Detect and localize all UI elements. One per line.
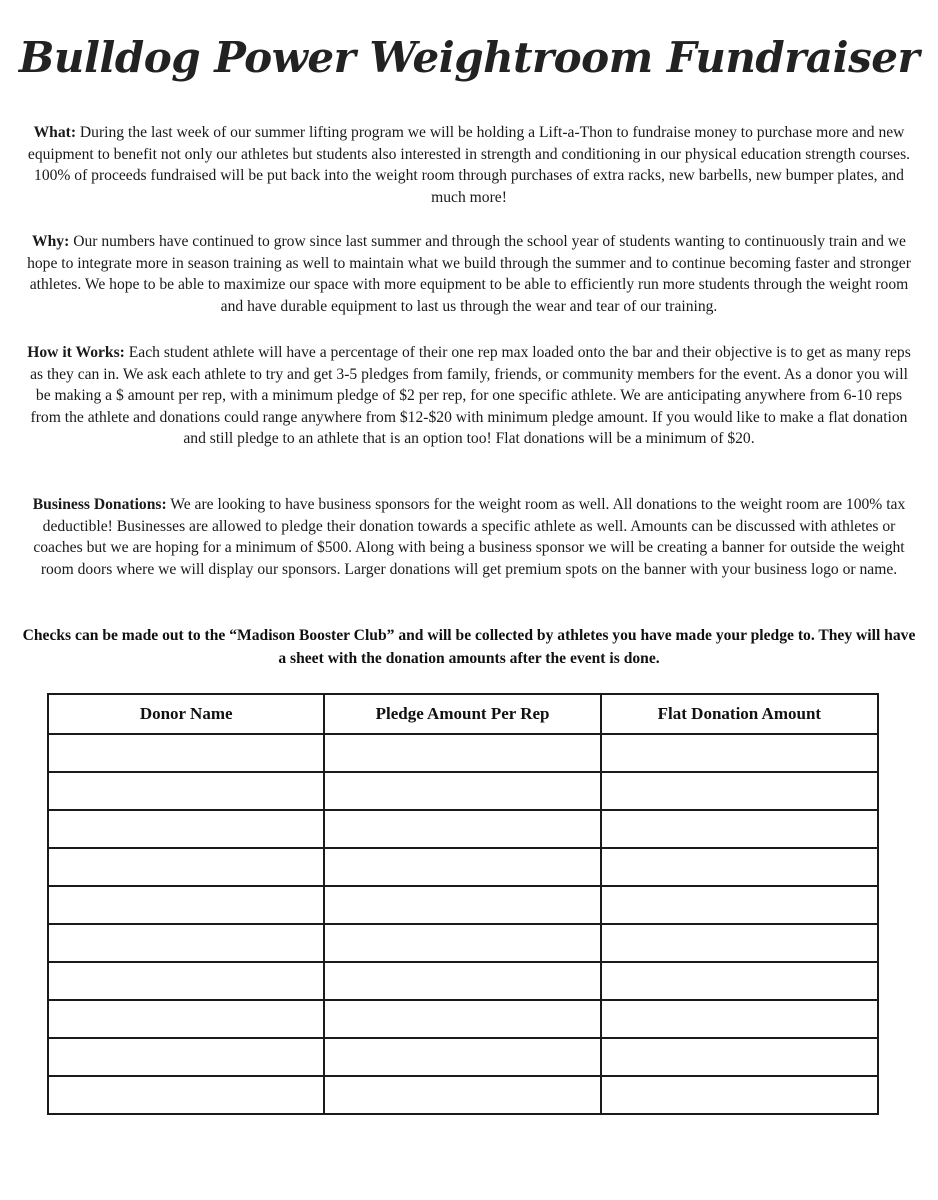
pledge-amount-cell[interactable] xyxy=(324,810,600,848)
section-how-it-works-text: Each student athlete will have a percentage of their one rep max loaded onto the bar and their objective is to get as many reps as they can in. We ask each athlete to try and get 3-5 pledges from family, friends, or community members for the event. As a donor you will be making a $ amount per rep, with a minimum pledge of $2 per rep, for one specific athlete. We are anticipating anywhere from 6-10 reps from the athlete and donations could range anywhere from $12-$20 with minimum pledge amount. If you would like to make a flat donation and still pledge to an athlete that is an option too! Flat donations will be a minimum of $20. xyxy=(30,344,911,448)
table-row xyxy=(48,1038,878,1076)
donor-name-cell[interactable] xyxy=(48,810,324,848)
table-row xyxy=(48,810,878,848)
section-why-text: Our numbers have continued to grow since last summer and through the school year of students wanting to continuously train and we hope to integrate more in season training as well to maintain what we build through the summer and to continue becoming faster and stronger athletes. We hope to be able to maximize our space with more equipment to be able to efficiently run more students through the weight room and have durable equipment to last us through the wear and tear of our training. xyxy=(27,233,911,315)
pledge-amount-cell[interactable] xyxy=(324,962,600,1000)
flat-donation-cell[interactable] xyxy=(601,1038,878,1076)
table-body xyxy=(48,734,878,1114)
donor-name-cell[interactable] xyxy=(48,962,324,1000)
donor-name-cell[interactable] xyxy=(48,848,324,886)
flat-donation-cell[interactable] xyxy=(601,924,878,962)
pledge-amount-cell[interactable] xyxy=(324,734,600,772)
checks-note: Checks can be made out to the “Madison Booster Club” and will be collected by athletes you have made your pledge to. They will have a sheet with the donation amounts after the event is done. xyxy=(22,627,916,667)
flat-donation-cell[interactable] xyxy=(601,848,878,886)
section-business-donations-label: Business Donations: xyxy=(32,496,167,513)
flat-donation-cell[interactable] xyxy=(601,1000,878,1038)
header-donor-name: Donor Name xyxy=(48,694,324,734)
section-how-it-works-label: How it Works: xyxy=(27,344,125,361)
table-row xyxy=(48,1000,878,1038)
donor-name-cell[interactable] xyxy=(48,886,324,924)
flat-donation-cell[interactable] xyxy=(601,772,878,810)
pledge-amount-cell[interactable] xyxy=(324,886,600,924)
donor-name-cell[interactable] xyxy=(48,924,324,962)
flat-donation-cell[interactable] xyxy=(601,1076,878,1114)
flat-donation-cell[interactable] xyxy=(601,810,878,848)
donor-name-cell[interactable] xyxy=(48,1038,324,1076)
section-business-donations xyxy=(24,494,914,580)
donor-name-cell[interactable] xyxy=(48,734,324,772)
table-row xyxy=(48,848,878,886)
flat-donation-cell[interactable] xyxy=(601,962,878,1000)
pledge-amount-cell[interactable] xyxy=(324,1038,600,1076)
section-what-label: What: xyxy=(33,124,77,141)
section-what-text: During the last week of our summer lifting program we will be holding a Lift-a-Thon to fundraise money to purchase more and new equipment to benefit not only our athletes but students also interested in strength and conditioning in our physical education strength courses. 100% of proceeds fundraised will be put back into the weight room through purchases of extra racks, new barbells, new bumper plates, and much more! xyxy=(27,124,911,206)
flat-donation-cell[interactable] xyxy=(601,734,878,772)
donor-name-cell[interactable] xyxy=(48,1076,324,1114)
section-business-donations-text: We are looking to have business sponsors for the weight room as well. All donations to the weight room are 100% tax deductible! Businesses are allowed to pledge their donation towards a specific athlete as well. Amounts can be discussed with athletes or coaches but we are hoping for a minimum of $500. Along with being a business sponsor we will be creating a banner for outside the weight room doors where we will display our sponsors. Larger donations will get premium spots on the banner with your business logo or name. xyxy=(33,496,906,578)
section-why xyxy=(24,231,914,317)
pledge-table xyxy=(47,693,879,1115)
donor-name-cell[interactable] xyxy=(48,1000,324,1038)
pledge-amount-cell[interactable] xyxy=(324,1076,600,1114)
section-how-it-works xyxy=(24,342,914,450)
section-what xyxy=(24,122,914,208)
flat-donation-cell[interactable] xyxy=(601,886,878,924)
pledge-amount-cell[interactable] xyxy=(324,924,600,962)
table-row xyxy=(48,962,878,1000)
pledge-amount-cell[interactable] xyxy=(324,772,600,810)
table-row xyxy=(48,734,878,772)
header-flat-donation-amount: Flat Donation Amount xyxy=(601,694,878,734)
page-title: Bulldog Power Weightroom Fundraiser xyxy=(18,33,920,82)
table-row xyxy=(48,886,878,924)
pledge-amount-cell[interactable] xyxy=(324,848,600,886)
table-row xyxy=(48,924,878,962)
section-why-label: Why: xyxy=(32,233,70,250)
table-row xyxy=(48,1076,878,1114)
table-row xyxy=(48,772,878,810)
table-header-row xyxy=(48,694,878,734)
pledge-amount-cell[interactable] xyxy=(324,1000,600,1038)
donor-name-cell[interactable] xyxy=(48,772,324,810)
header-pledge-amount-per-rep: Pledge Amount Per Rep xyxy=(324,694,600,734)
